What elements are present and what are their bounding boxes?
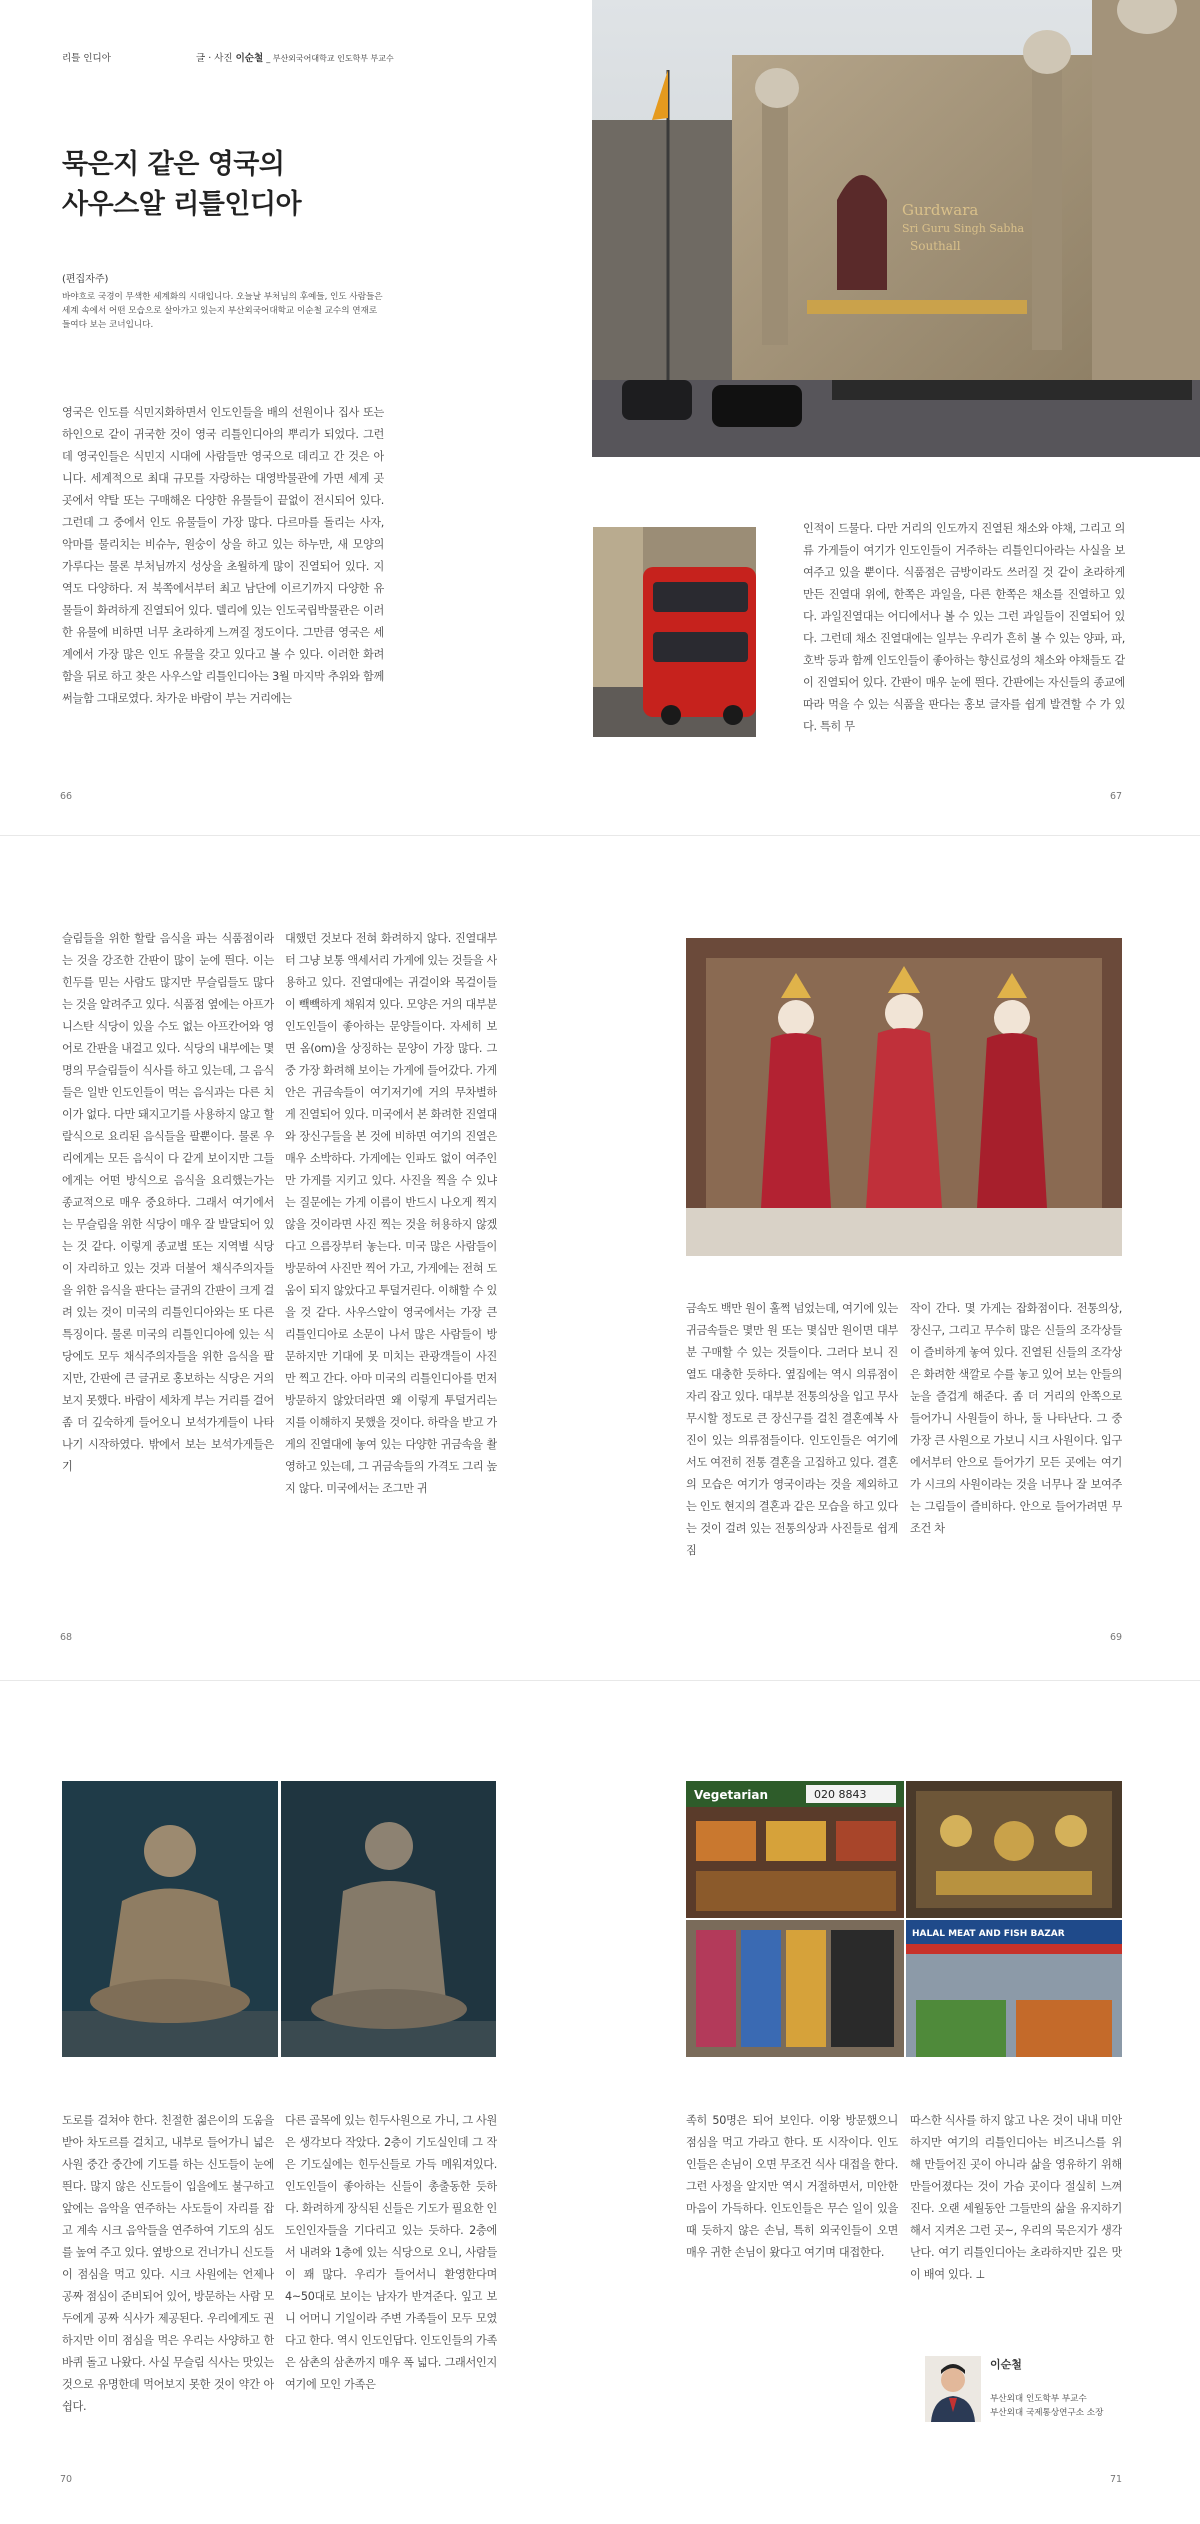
- s1-col2: 인적이 드물다. 다만 거리의 인도까지 진열된 채소와 야채, 그리고 의류 가게들이 여기가 인도인들이 거주하는 리틀인디아라는 사실을 보여주고 있을 뿐이다. 식품점은 금방이라도 쓰러질 것 같이 초라하게 만든 진열대 위에, 한쪽은 과일을, 다른 한쪽은 채소를 진열하고 있다. 과일진열대는 어디에서나 볼 수 있는 그런 과일들이 진열되어 있다. 그런데 채소 진열대에는 일부는 우리가 흔히 볼 수 있는 양파, 파, 호박 등과 함께 인도인들이 좋아하는 향신료성의 채소와 야채들도 같이 진열되어 있다. 간판이 매우 눈에 띈다. 간판에는 자신들의 종교에 따라 먹을 수 있는 식품을 판다는 홍보 글자를 쉽게 발견할 수 가 있다. 특히 무: [803, 522, 1125, 733]
- shop-sign-phone: 020 8843: [814, 1788, 867, 1801]
- shop-photo-clothing: [686, 1920, 904, 2057]
- buddha-statue-photo-1: [62, 1781, 278, 2057]
- s1-col1: 영국은 인도를 식민지화하면서 인도인들을 배의 선원이나 집사 또는 하인으로 같이 귀국한 것이 영국 리틀인디아의 뿌리가 되었다. 그런데 영국인들은 식민지 시대에 사람들만 영국으로 데리고 간 것은 아니다. 세계적으로 최대 규모를 자랑하는 대영박물관에 가면 세계 곳곳에서 약탈 또는 구매해온 다양한 유물들이 끝없이 전시되어 있다. 그런데 그 중에서 인도 유물들이 가장 많다. 다르마를 돌리는 사자, 악마를 물리치는 비슈누, 원숭이 상을 하고 있는 하누만, 새 모양의 가루다는 물론 부처님까지 성상을 초월하게 많이 진열되어 있다. 지역도 다양하다. 저 북쪽에서부터 최고 남단에 이르기까지 다양한 유물들이 화려하게 진열되어 있다. 델리에 있는 인도국립박물관은 이러한 유물에 비하면 너무 초라하게 느껴질 정도이다. 그만큼 영국은 세계에서 가장 많은 인도 유물을 갖고 있다고 볼 수 있다. 이러한 화려함을 뒤로 하고 찾은 사우스알 리틀인디아는 3월 마지막 추위와 함께 써늘함 그대로였다. 차가운 바람이 부는 거리에는: [62, 406, 384, 705]
- s2-col4: 작이 간다. 몇 가게는 잡화점이다. 전통의상, 장신구, 그리고 무수히 많은 신들의 조각상들이 즐비하게 놓여 있다. 진열된 신들의 조각상은 화려한 색깔로 수를 놓고 있어 보는 안들의 눈을 즐겁게 해준다. 좀 더 거리의 안쪽으로 들어가니 사원들이 하나, 둘 나타난다. 그 중 가장 큰 사원으로 가보니 시크 사원이다. 입구에서부터 안으로 들어가기 모든 곳에는 여기가 시크의 사원이라는 것을 너무나 잘 보여주는 그림들이 즐비하다. 안으로 들어가려면 무조건 차: [910, 1302, 1122, 1535]
- author-name: 이순철: [990, 2358, 1022, 2371]
- vegetarian-shop-illustration: [686, 1781, 904, 1918]
- buddha-illustration-2: [281, 1781, 496, 2057]
- author-affiliation-1: 부산외대 인도학부 부교수: [990, 2394, 1087, 2404]
- gurdwara-sign-text: Gurdwara: [902, 201, 979, 219]
- s3-col3: 족히 50명은 되어 보인다. 이왕 방문했으니 점심을 먹고 가라고 한다. 또 시작이다. 인도인들은 손님이 오면 무조건 식사 대접을 한다. 그런 사정을 알지만 역시 거절하면서, 미안한 마음이 가득하다. 인도인들은 무슨 일이 있을 때 듯하지 않은 손님, 특히 외국인들이 오면 매우 귀한 손님이 왔다고 여기며 대접한다.: [686, 2114, 898, 2259]
- page-number-69: 69: [1110, 1632, 1123, 1643]
- page-number-70: 70: [60, 2474, 73, 2485]
- page-number-71: 71: [1110, 2474, 1123, 2485]
- editor-note: 바야흐로 국경이 무색한 세계화의 시대입니다. 오늘날 부처님의 후예들, 인도 사람들은 세계 속에서 어떤 모습으로 살아가고 있는지 부산외국어대학교 이순철 교수의 연재로 들여다 보는 코너입니다.: [62, 292, 383, 330]
- title-line-1: 묵은지 같은 영국의: [62, 149, 285, 180]
- buddha-illustration-1: [62, 1781, 278, 2057]
- s2-col2: 대했던 것보다 전혀 화려하지 않다. 진열대부터 그냥 보통 액세서리 가게에 있는 것들을 사용하고 있다. 진열대에는 귀걸이와 목걸이들이 빽빽하게 채워져 있다. 모양은 거의 대부분 인도인들이 좋아하는 문양들이다. 자세히 보면 옴(om)을 상징하는 문양이 가장 많다. 그 중 가장 화려해 보이는 가게에 들어갔다. 가게 안은 귀금속들이 여기저기에 거의 무차별하게 진열되어 있다. 미국에서 본 화려한 진열대와 장신구들을 본 것에 비하면 여기의 진열은 매우 소박하다. 가게에는 인파도 없이 여주인만 가게를 지키고 있다. 사진을 찍을 수 있냐는 질문에는 가게 이름이 반드시 나오게 찍지 않을 것이라면 사진 찍는 것을 허용하지 않겠다고 으름장부터 놓는다. 미국 많은 사람들이 방문하여 사진만 찍어 가고, 가게에는 전혀 도움이 되지 않았다고 투덜거린다. 이해할 수 있을 것 같다. 사우스알이 영국에서는 가장 큰 리틀인디아로 소문이 나서 많은 사람들이 방문하지만 기대에 못 미치는 관광객들이 사진만 찍고 간다. 아마 미국의 리틀인디아를 먼저 방문하지 않았더라면 왜 이렇게 투덜거리는지를 이해하지 못했을 것이다. 하락을 받고 가게의 진열대에 놓여 있는 다양한 귀금속을 촬영하고 있는데, 그 귀금속들의 가격도 그리 높지 않다. 미국에서는 조그만 귀: [285, 932, 497, 1495]
- article-title: [62, 145, 301, 225]
- editor-note-heading: (편집자주): [62, 274, 109, 285]
- shop-sign-vegetarian: Vegetarian: [694, 1788, 769, 1802]
- s3-col2: 다른 골목에 있는 힌두사원으로 가니, 그 사원은 생각보다 작았다. 2층이 기도실인데 그 작은 기도실에는 힌두신들로 가득 메워져있다. 인도인들이 좋아하는 신들이 총출동한 듯하다. 화려하게 장식된 신들은 기도가 필요한 인도인인자들을 기다리고 있는 듯하다. 2층에서 내려와 1층에 있는 식당으로 오니, 사람들이 꽤 많다. 우리가 들어서니 환영한다며 4~50대로 보이는 남자가 반겨준다. 잎고 보니 어머니 기일이라 주변 가족들이 모두 모였다고 한다. 역시 인도인답다. 인도인들의 가족은 삼촌의 삼촌까지 매우 폭 넓다. 그래서인지 여기에 모인 가족은: [285, 2114, 497, 2391]
- hindu-deities-photo: [686, 938, 1122, 1256]
- gurdwara-photo: [592, 0, 1200, 457]
- shop-photo-jewelry: [906, 1781, 1122, 1918]
- spread-divider-1: [0, 835, 1200, 836]
- byline-prefix: 글 · 사진: [196, 53, 233, 64]
- shop-photo-vegetarian: [686, 1781, 904, 1918]
- spread-divider-2: [0, 1680, 1200, 1681]
- author-portrait: [925, 2356, 981, 2422]
- page-number-68: 68: [60, 1632, 73, 1643]
- shop-sign-halal: HALAL MEAT AND FISH BAZAR: [912, 1929, 1065, 1939]
- section-label: 리틀 인디아: [62, 53, 111, 64]
- s2-col3: 금속도 백만 원이 훌쩍 넘었는데, 여기에 있는 귀금속들은 몇만 원 또는 몇십만 원이면 대부분 구매할 수 있는 것들이다. 그러다 보니 진열도 대충한 듯하다. 옆집에는 역시 의류점이 자리 잡고 있다. 대부분 전통의상을 입고 무사무시할 정도로 큰 장신구를 걸친 결혼예복 사진이 있는 의류점들이다. 인도인들은 여기에서도 여전히 전통 결혼을 고집하고 있다. 결혼의 모습은 여기가 영국이라는 것을 제외하고는 인도 현지의 결혼과 같은 모습을 하고 있다는 것이 걸려 있는 전통의상과 사진들로 쉽게 짐: [686, 1302, 898, 1557]
- gurdwara-illustration: [592, 0, 1200, 457]
- shop-photo-halal-bazar: [906, 1920, 1122, 2057]
- gurdwara-sign-text-3: Southall: [910, 239, 961, 253]
- red-bus-illustration: [593, 527, 756, 737]
- s2-col1: 슬림들을 위한 할랄 음식을 파는 식품점이라는 것을 강조한 간판이 많이 눈에 띈다. 이는 힌두를 믿는 사람도 많지만 무슬림들도 많다는 것을 알려주고 있다. 식품점 옆에는 아프가니스탄 식당이 있을 수도 없는 아프칸어와 영어로 간판을 내걸고 있다. 식당의 내부에는 몇 명의 무슬림들이 식사를 하고 있는데, 그 음식들은 일반 인도인들이 먹는 음식과는 다른 치이가 없다. 다만 돼지고기를 사용하지 않고 할랄식으로 요리된 음식들을 팔뿐이다. 물론 우리에게는 모든 음식이 다 같게 보이지만 그들에게는 어떤 방식으로 음식을 요리했는가는 종교적으로 매우 중요하다. 그래서 여기에서는 무슬림을 위한 식당이 매우 잘 발달되어 있는 것 같다. 이렇게 종교별 또는 지역별 식당이 자리하고 있는 것과 더불어 채식주의자들을 위한 음식을 판다는 글귀의 간판이 크게 걸려 있는 것이 미국의 리틀인디아와는 또 다른 특징이다. 물론 미국의 리틀인디아에 있는 식당에도 모두 채식주의자들을 위한 음식을 팔지만, 간판에 큰 글귀로 홍보하는 식당은 거의 보지 못했다. 바람이 세차게 부는 거리를 걸어 좀 더 깊숙하게 들어오니 보석가게들이 나타나기 시작하였다. 밖에서 보는 보석가게들은 기: [62, 932, 274, 1473]
- red-bus-photo: [593, 527, 756, 737]
- title-line-2: 사우스알 리틀인디아: [62, 189, 302, 220]
- gurdwara-sign-text-2: Sri Guru Singh Sabha: [902, 222, 1025, 235]
- byline-author: 이순철: [235, 53, 264, 64]
- jewelry-shop-illustration: [906, 1781, 1122, 1918]
- page-number-66: 66: [60, 791, 73, 802]
- halal-bazar-illustration: [906, 1920, 1122, 2057]
- byline-affiliation: _ 부산외국어대학교 인도학부 부교수: [266, 54, 394, 63]
- page-number-67: 67: [1110, 791, 1123, 802]
- clothing-shop-illustration: [686, 1920, 904, 2057]
- author-affiliation: [990, 2392, 1103, 2420]
- s3-col1: 도로를 걸쳐야 한다. 친절한 젊은이의 도움을 받아 차도르를 걸치고, 내부로 들어가니 넓은 사원 중간 중간에 기도를 하는 신도들이 눈에 띈다. 많지 않은 신도들이 입을에도 불구하고 앞에는 음악을 연주하는 사도들이 자리를 잡고 계속 시크 음악들을 연주하여 기도의 심도를 높여 주고 있다. 옆방으로 건너가니 신도들이 점심을 먹고 있다. 시크 사원에는 언제나 공짜 점심이 준비되어 있어, 방문하는 사람 모두에게 공짜 식사가 제공된다. 우리에게도 권하지만 이미 점심을 먹은 우리는 사양하고 한 바퀴 돌고 나왔다. 사실 무슬림 식사는 맛있는 것으로 유명한데 먹어보지 못한 것이 약간 아쉽다.: [62, 2114, 274, 2413]
- buddha-statue-photo-2: [281, 1781, 496, 2057]
- author-affiliation-2: 부산외대 국제통상연구소 소장: [990, 2408, 1104, 2418]
- byline: [196, 50, 394, 64]
- author-photo: [925, 2356, 981, 2422]
- deities-illustration: [686, 938, 1122, 1256]
- s3-col4: 따스한 식사를 하지 않고 나온 것이 내내 미안하지만 여기의 리틀인디아는 비즈니스를 위해 만들어진 곳이 아니라 삶을 영유하기 위해 만들어졌다는 것이 가슴 곳이다 절실히 느껴진다. 오랜 세월동안 그들만의 삶을 유지하기 해서 지켜온 그런 곳~, 우리의 묵은지가 생각난다. 여기 리틀인디아는 초라하지만 깊은 맛이 배여 있다. ⊥: [910, 2114, 1122, 2281]
